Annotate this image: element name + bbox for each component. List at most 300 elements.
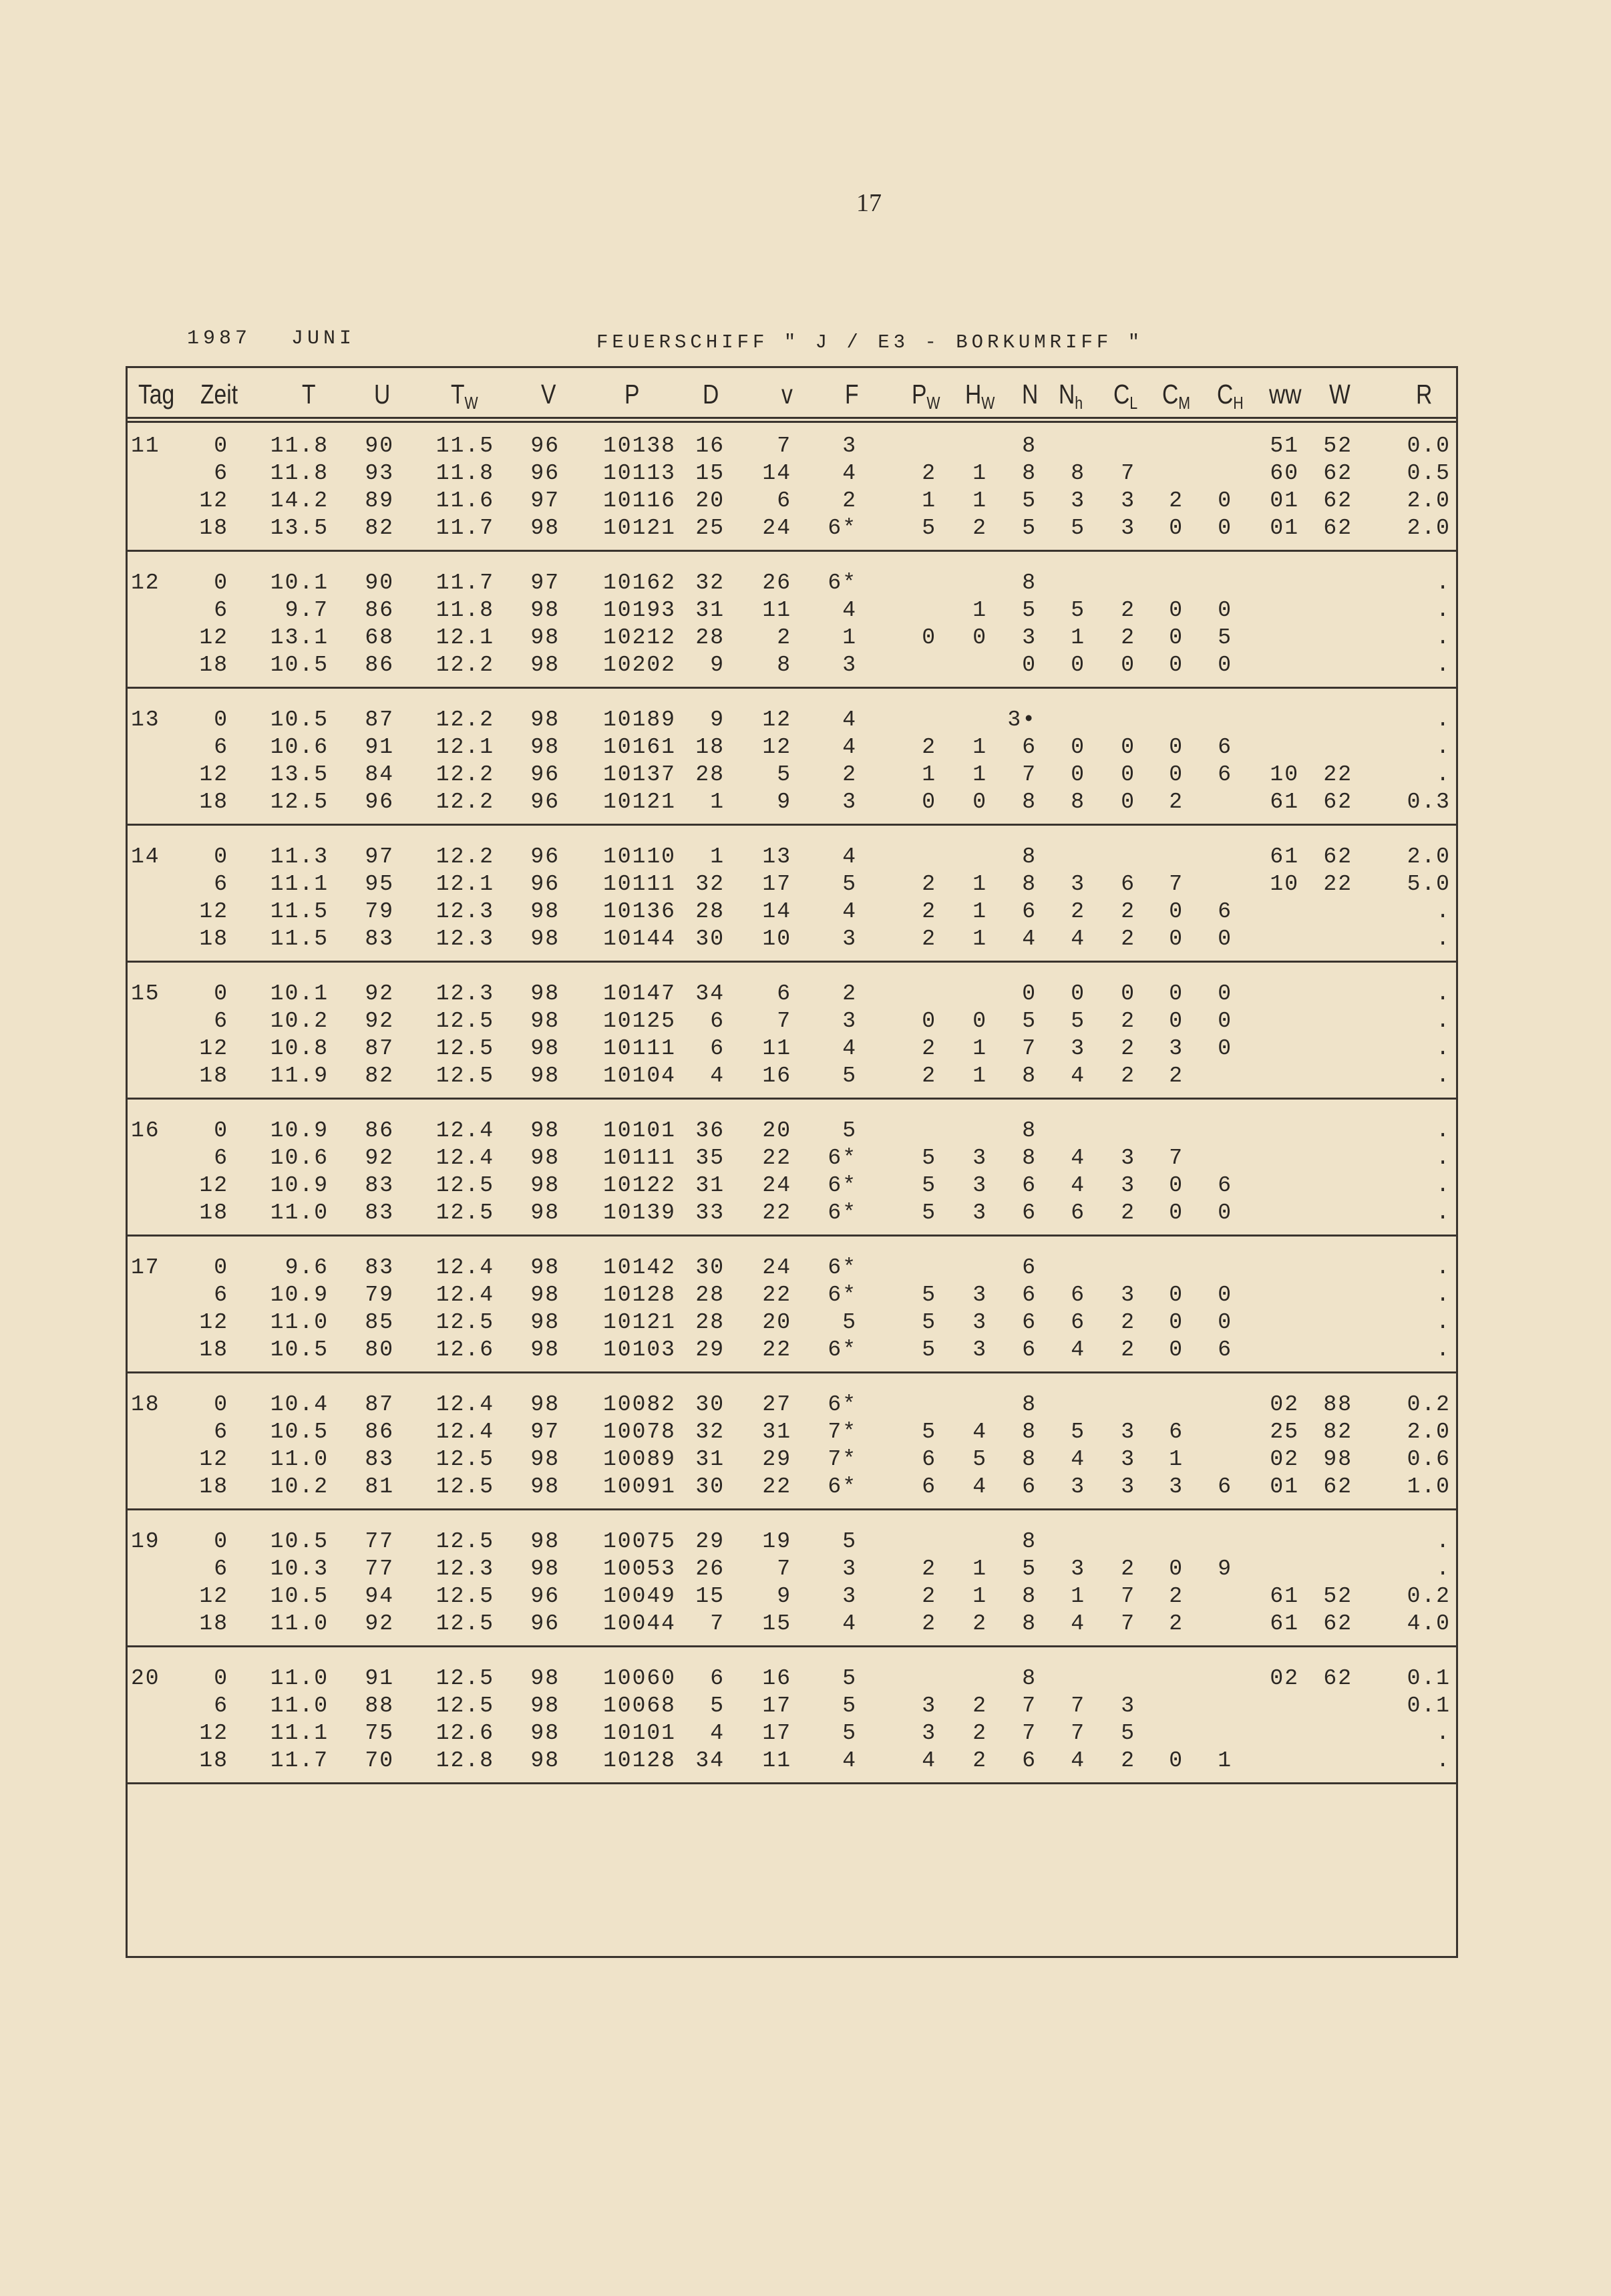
- column-header: [845, 371, 859, 418]
- table-cell: 1: [972, 927, 987, 951]
- table-cell: 3: [1071, 1556, 1085, 1581]
- table-cell: 2: [1121, 927, 1135, 951]
- table-cell: 0.1: [1407, 1693, 1451, 1718]
- column-header-subscript: W: [981, 393, 995, 413]
- table-cell: 61: [1270, 790, 1299, 814]
- table-cell: 82: [365, 1063, 394, 1088]
- table-cell: 97: [365, 844, 394, 869]
- table-cell: 11.0: [270, 1611, 329, 1636]
- table-cell: .: [1436, 981, 1451, 1006]
- table-cell: 10.1: [270, 570, 329, 595]
- table-cell: 97: [530, 488, 560, 513]
- table-cell: 4: [842, 899, 857, 924]
- table-cell: 12: [199, 1036, 228, 1061]
- table-cell: 0: [1071, 981, 1085, 1006]
- table-cell: 6: [1022, 1337, 1037, 1362]
- header-year: 1987: [187, 327, 252, 350]
- table-cell: 29: [762, 1447, 791, 1472]
- table-cell: 2: [1121, 899, 1135, 924]
- column-header-label: T: [302, 379, 316, 409]
- table-cell: 6: [214, 735, 228, 760]
- table-cell: 87: [365, 1036, 394, 1061]
- table-cell: 22: [1323, 872, 1353, 896]
- table-cell: 12: [199, 1173, 228, 1198]
- column-header: [703, 371, 719, 418]
- table-cell: 10125: [602, 1009, 676, 1033]
- table-cell: 6: [922, 1474, 936, 1499]
- table-cell: 4: [842, 461, 857, 486]
- column-header-label: N: [1022, 379, 1039, 409]
- table-cell: 0.0: [1407, 434, 1451, 458]
- column-header-label: ww: [1269, 379, 1302, 409]
- table-cell: 10.9: [270, 1283, 329, 1307]
- table-cell: 13.5: [270, 516, 329, 540]
- table-cell: 28: [695, 762, 725, 787]
- table-cell: 10101: [602, 1721, 676, 1746]
- table-cell: 11.8: [270, 461, 329, 486]
- table-cell: 98: [530, 927, 560, 951]
- table-cell: 1: [972, 899, 987, 924]
- table-cell: 98: [530, 707, 560, 732]
- table-cell: 2: [922, 735, 936, 760]
- table-cell: 3: [842, 653, 857, 677]
- table-cell: 2: [1121, 625, 1135, 650]
- table-cell: 6: [1169, 1420, 1184, 1444]
- table-cell: 0: [1218, 653, 1232, 677]
- table-cell: 7: [1169, 872, 1184, 896]
- table-cell: 6: [1218, 762, 1232, 787]
- column-header-label: Tag: [138, 379, 175, 409]
- table-cell: 83: [365, 927, 394, 951]
- table-cell: 16: [762, 1666, 791, 1691]
- column-header: [1269, 371, 1302, 418]
- table-cell: 5: [842, 1310, 857, 1335]
- column-header-label: U: [374, 379, 391, 409]
- table-cell: 5: [1071, 1009, 1085, 1033]
- table-cell: 12.3: [435, 981, 494, 1006]
- table-cell: 7*: [828, 1447, 857, 1472]
- day-separator: [126, 824, 1458, 826]
- table-cell: 85: [365, 1310, 394, 1335]
- table-cell: 6: [1022, 1200, 1037, 1225]
- table-cell: 6: [1071, 1200, 1085, 1225]
- table-cell: 61: [1270, 844, 1299, 869]
- table-cell: 12: [762, 707, 791, 732]
- table-cell: 1.0: [1407, 1474, 1451, 1499]
- table-cell: 0: [972, 625, 987, 650]
- table-cell: 10068: [602, 1693, 676, 1718]
- table-cell: 4: [842, 598, 857, 623]
- table-cell: 91: [365, 1666, 394, 1691]
- table-cell: 12.5: [435, 1584, 494, 1609]
- table-cell: 25: [695, 516, 725, 540]
- table-cell: 5: [922, 1146, 936, 1170]
- table-cell: .: [1436, 1721, 1451, 1746]
- table-cell: 10147: [602, 981, 676, 1006]
- table-cell: 2: [922, 872, 936, 896]
- table-cell: 11: [762, 598, 791, 623]
- table-cell: 12: [199, 488, 228, 513]
- day-separator: [126, 1235, 1458, 1237]
- table-cell: .: [1436, 707, 1451, 732]
- table-cell: 7: [1169, 1146, 1184, 1170]
- table-cell: 7: [1022, 762, 1037, 787]
- table-cell: 2: [1169, 1584, 1184, 1609]
- table-cell: .: [1436, 1200, 1451, 1225]
- table-cell: 92: [365, 1009, 394, 1033]
- table-cell: 8: [1022, 844, 1037, 869]
- table-cell: 11.7: [435, 570, 494, 595]
- table-cell: 3: [1169, 1474, 1184, 1499]
- table-cell: 86: [365, 1118, 394, 1143]
- column-header-label: D: [703, 379, 719, 409]
- table-cell: 98: [530, 516, 560, 540]
- table-cell: 6: [710, 1036, 725, 1061]
- table-cell: 62: [1323, 516, 1353, 540]
- table-cell: 0: [1169, 1173, 1184, 1198]
- table-cell: 12.1: [435, 735, 494, 760]
- table-cell: 18: [199, 516, 228, 540]
- table-cell: 3: [972, 1283, 987, 1307]
- table-cell: 12.2: [435, 790, 494, 814]
- table-cell: 0: [1169, 1283, 1184, 1307]
- table-cell: 9: [777, 790, 791, 814]
- table-cell: 5: [1022, 516, 1037, 540]
- table-cell: 92: [365, 981, 394, 1006]
- table-cell: 98: [530, 1036, 560, 1061]
- table-cell: 5.0: [1407, 872, 1451, 896]
- table-cell: 86: [365, 598, 394, 623]
- table-cell: 6: [1218, 735, 1232, 760]
- column-header-label: F: [845, 379, 859, 409]
- table-cell: 91: [365, 735, 394, 760]
- table-cell: 89: [365, 488, 394, 513]
- table-cell: 3: [1071, 488, 1085, 513]
- table-cell: 1: [972, 762, 987, 787]
- table-cell: 11.0: [270, 1447, 329, 1472]
- table-cell: 32: [695, 1420, 725, 1444]
- table-cell: 88: [365, 1693, 394, 1718]
- table-cell: 5: [842, 1063, 857, 1088]
- table-cell: 2: [1121, 1200, 1135, 1225]
- table-cell: .: [1436, 735, 1451, 760]
- table-cell: 0: [1218, 1200, 1232, 1225]
- table-cell: 0: [1022, 653, 1037, 677]
- table-cell: 12.4: [435, 1146, 494, 1170]
- table-cell: 98: [530, 598, 560, 623]
- table-cell: 10121: [602, 1310, 676, 1335]
- table-cell: 0: [214, 570, 228, 595]
- table-cell: 3: [972, 1146, 987, 1170]
- table-cell: 6*: [828, 1146, 857, 1170]
- column-header-label: P: [912, 379, 927, 409]
- table-cell: 77: [365, 1556, 394, 1581]
- table-cell: 7: [1022, 1721, 1037, 1746]
- table-cell: 0: [1169, 516, 1184, 540]
- table-cell: 96: [530, 461, 560, 486]
- column-header-label: C: [1162, 379, 1179, 409]
- table-cell: 10044: [602, 1611, 676, 1636]
- table-cell: 79: [365, 899, 394, 924]
- table-cell: 2: [1121, 1009, 1135, 1033]
- table-cell: 12.5: [435, 1666, 494, 1691]
- table-cell: 2: [1121, 1063, 1135, 1088]
- table-cell: 10111: [602, 1036, 676, 1061]
- table-cell: 3•: [1007, 707, 1037, 732]
- table-cell: 8: [1022, 1447, 1037, 1472]
- table-cell: 98: [530, 1283, 560, 1307]
- table-cell: 6*: [828, 1173, 857, 1198]
- table-cell: 12: [199, 1721, 228, 1746]
- table-cell: 4: [1071, 1748, 1085, 1773]
- table-cell: 7: [1071, 1721, 1085, 1746]
- table-cell: 10.1: [270, 981, 329, 1006]
- table-cell: 8: [1022, 1611, 1037, 1636]
- table-cell: 10161: [602, 735, 676, 760]
- table-cell: 10101: [602, 1118, 676, 1143]
- table-cell: 0: [214, 844, 228, 869]
- table-cell: 12.5: [435, 1529, 494, 1554]
- table-cell: 0: [1071, 762, 1085, 787]
- table-cell: 11.5: [270, 899, 329, 924]
- table-cell: 12: [199, 762, 228, 787]
- table-cell: 8: [1022, 872, 1037, 896]
- column-header: [965, 371, 995, 418]
- table-cell: 5: [842, 1666, 857, 1691]
- table-cell: 18: [199, 927, 228, 951]
- table-cell: .: [1436, 927, 1451, 951]
- table-cell: 10121: [602, 790, 676, 814]
- table-cell: 13: [762, 844, 791, 869]
- table-cell: 19: [762, 1529, 791, 1554]
- table-cell: 9: [710, 653, 725, 677]
- table-cell: 01: [1270, 1474, 1299, 1499]
- table-cell: 2: [1121, 1748, 1135, 1773]
- table-cell: 62: [1323, 488, 1353, 513]
- header-station: FEUERSCHIFF " J / E3 - BORKUMRIFF ": [596, 331, 1144, 353]
- table-cell: .: [1436, 1118, 1451, 1143]
- table-cell: 22: [1323, 762, 1353, 787]
- table-cell: 11.3: [270, 844, 329, 869]
- table-cell: 6: [214, 1693, 228, 1718]
- table-cell: 0: [1169, 1556, 1184, 1581]
- table-cell: 12.4: [435, 1283, 494, 1307]
- table-cell: 1: [922, 488, 936, 513]
- table-cell: 87: [365, 707, 394, 732]
- table-cell: 8: [1022, 1420, 1037, 1444]
- table-cell: 0: [214, 1392, 228, 1417]
- table-cell: .: [1436, 1310, 1451, 1335]
- table-cell: 5: [1071, 516, 1085, 540]
- table-cell: .: [1436, 762, 1451, 787]
- table-cell: 82: [1323, 1420, 1353, 1444]
- table-cell: 8: [1022, 1118, 1037, 1143]
- table-cell: 0: [1071, 653, 1085, 677]
- table-cell: 4: [842, 1036, 857, 1061]
- table-cell: 3: [842, 790, 857, 814]
- table-cell: 10: [1270, 762, 1299, 787]
- table-cell: 3: [842, 1556, 857, 1581]
- table-cell: 12.4: [435, 1392, 494, 1417]
- table-cell: .: [1436, 899, 1451, 924]
- table-cell: 2: [1121, 1337, 1135, 1362]
- table-cell: 98: [1323, 1447, 1353, 1472]
- table-cell: .: [1436, 570, 1451, 595]
- table-cell: 0: [972, 790, 987, 814]
- table-cell: 14.2: [270, 488, 329, 513]
- table-cell: 18: [199, 1611, 228, 1636]
- column-header-label: N: [1059, 379, 1075, 409]
- table-cell: 0: [214, 707, 228, 732]
- table-cell: .: [1436, 653, 1451, 677]
- table-cell: 5: [1071, 598, 1085, 623]
- table-cell: 6: [214, 1146, 228, 1170]
- table-cell: 92: [365, 1146, 394, 1170]
- table-cell: 2: [777, 625, 791, 650]
- table-cell: 18: [695, 735, 725, 760]
- table-cell: 10.6: [270, 735, 329, 760]
- column-header-label: W: [1329, 379, 1351, 409]
- table-cell: 2: [922, 1556, 936, 1581]
- table-cell: 1: [710, 844, 725, 869]
- table-cell: 6: [710, 1009, 725, 1033]
- table-cell: 4: [1071, 1611, 1085, 1636]
- table-cell: 6: [777, 488, 791, 513]
- table-cell: .: [1436, 1529, 1451, 1554]
- table-cell: 22: [762, 1200, 791, 1225]
- table-cell: 83: [365, 1255, 394, 1280]
- table-cell: 4: [922, 1748, 936, 1773]
- table-cell: 3: [1121, 1474, 1135, 1499]
- table-cell: 2: [1071, 899, 1085, 924]
- table-cell: 98: [530, 1310, 560, 1335]
- table-cell: 9: [710, 707, 725, 732]
- table-cell: 0.2: [1407, 1584, 1451, 1609]
- table-cell: 96: [530, 844, 560, 869]
- table-cell: 2: [1121, 598, 1135, 623]
- table-cell: 8: [777, 653, 791, 677]
- day-label: 15: [131, 981, 160, 1006]
- table-cell: 12.5: [435, 1447, 494, 1472]
- table-cell: 2: [1121, 1036, 1135, 1061]
- table-cell: .: [1436, 1036, 1451, 1061]
- header-rule-double: [126, 421, 1458, 423]
- column-header: [1113, 371, 1137, 418]
- table-cell: 0: [1169, 598, 1184, 623]
- table-cell: 0: [1218, 981, 1232, 1006]
- table-cell: 7: [710, 1611, 725, 1636]
- table-cell: 1: [842, 625, 857, 650]
- table-cell: 10.3: [270, 1556, 329, 1581]
- table-cell: 98: [530, 735, 560, 760]
- table-cell: 6*: [828, 1392, 857, 1417]
- table-cell: 6: [1121, 872, 1135, 896]
- table-cell: 10.5: [270, 707, 329, 732]
- table-cell: 12: [199, 625, 228, 650]
- header-month: JUNI: [291, 327, 356, 350]
- table-cell: 96: [530, 1611, 560, 1636]
- table-cell: 96: [530, 434, 560, 458]
- table-cell: 12.5: [435, 1474, 494, 1499]
- table-cell: 12.5: [435, 1173, 494, 1198]
- table-cell: 1: [922, 762, 936, 787]
- column-header-label: H: [965, 379, 982, 409]
- table-cell: 3: [1071, 872, 1085, 896]
- table-cell: 62: [1323, 790, 1353, 814]
- table-cell: 11.0: [270, 1310, 329, 1335]
- table-cell: 5: [842, 1529, 857, 1554]
- table-cell: 0: [922, 625, 936, 650]
- table-cell: 0.3: [1407, 790, 1451, 814]
- table-cell: 2: [1169, 1611, 1184, 1636]
- table-cell: 11.5: [270, 927, 329, 951]
- table-cell: 2: [922, 461, 936, 486]
- table-cell: 7: [777, 1556, 791, 1581]
- table-cell: 3: [1169, 1036, 1184, 1061]
- table-cell: 10075: [602, 1529, 676, 1554]
- table-cell: 9: [1218, 1556, 1232, 1581]
- table-cell: 9.7: [285, 598, 329, 623]
- table-cell: 8: [1071, 461, 1085, 486]
- table-cell: 92: [365, 1611, 394, 1636]
- table-cell: 36: [695, 1118, 725, 1143]
- table-cell: 12.3: [435, 1556, 494, 1581]
- table-cell: 68: [365, 625, 394, 650]
- table-cell: 24: [762, 1255, 791, 1280]
- table-cell: 93: [365, 461, 394, 486]
- table-cell: 7: [1022, 1036, 1037, 1061]
- table-cell: 98: [530, 653, 560, 677]
- table-cell: 6: [1218, 1337, 1232, 1362]
- table-cell: 11.0: [270, 1200, 329, 1225]
- table-cell: 70: [365, 1748, 394, 1773]
- table-cell: 12.2: [435, 707, 494, 732]
- table-cell: 4: [710, 1063, 725, 1088]
- table-cell: 2: [922, 1036, 936, 1061]
- table-cell: 8: [1022, 1063, 1037, 1088]
- column-header: [138, 371, 174, 418]
- table-cell: 28: [695, 625, 725, 650]
- table-cell: 12.1: [435, 872, 494, 896]
- table-cell: 30: [695, 927, 725, 951]
- column-header: [1059, 371, 1083, 418]
- column-header-label: R: [1416, 379, 1433, 409]
- table-cell: 4: [1071, 1146, 1085, 1170]
- table-cell: 61: [1270, 1611, 1299, 1636]
- table-cell: 5: [710, 1693, 725, 1718]
- table-cell: 5: [922, 1420, 936, 1444]
- table-cell: 2.0: [1407, 844, 1451, 869]
- table-cell: 10113: [602, 461, 676, 486]
- table-cell: 98: [530, 1721, 560, 1746]
- table-cell: 20: [695, 488, 725, 513]
- table-cell: 5: [922, 1283, 936, 1307]
- table-cell: 10082: [602, 1392, 676, 1417]
- table-cell: 01: [1270, 516, 1299, 540]
- table-cell: 61: [1270, 1584, 1299, 1609]
- table-cell: 10103: [602, 1337, 676, 1362]
- table-cell: 8: [1022, 434, 1037, 458]
- table-cell: 6: [1218, 1474, 1232, 1499]
- table-cell: 6: [1022, 1283, 1037, 1307]
- table-cell: 1: [972, 1556, 987, 1581]
- table-cell: 2: [1169, 488, 1184, 513]
- table-cell: 02: [1270, 1447, 1299, 1472]
- table-cell: 88: [1323, 1392, 1353, 1417]
- table-cell: 4: [972, 1474, 987, 1499]
- table-cell: 96: [530, 762, 560, 787]
- table-cell: .: [1436, 598, 1451, 623]
